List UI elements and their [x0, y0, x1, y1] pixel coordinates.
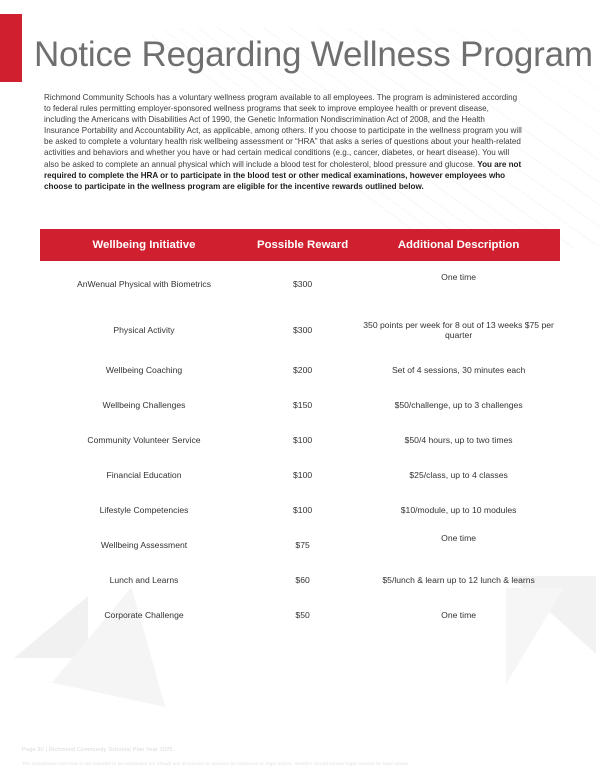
- page-footer: [22, 747, 578, 766]
- page-title: Notice Regarding Wellness Program: [34, 35, 593, 75]
- cell-initiative: Wellbeing Challenges: [102, 400, 186, 411]
- column-header-reward: Possible Reward: [248, 229, 357, 261]
- cell-description-text: One time: [441, 533, 477, 544]
- cell-description: $50/challenge, up to 3 challenges: [394, 400, 523, 411]
- rewards-table-header: [40, 229, 560, 261]
- table-row: [40, 261, 560, 307]
- table-row: [40, 388, 560, 423]
- cell-initiative: Community Volunteer Service: [87, 435, 201, 446]
- cell-reward: $100: [293, 470, 313, 481]
- intro-paragraph-bold-text: You are not required to complete the HRA or to participate in the blood test or other medical examinations, however employees who choose to participate in the wellness program are eligible for the incentive rewards outlined below.: [44, 159, 522, 191]
- cell-reward: $100: [293, 505, 313, 516]
- cell-initiative: Lifestyle Competencies: [99, 505, 189, 516]
- cell-reward: $300: [293, 278, 313, 289]
- cell-description: [357, 261, 560, 307]
- cell-reward: $50: [295, 610, 310, 621]
- intro-paragraph: [0, 86, 600, 192]
- table-row: [40, 598, 560, 633]
- cell-description: $25/class, up to 4 classes: [409, 470, 508, 481]
- table-row: [40, 563, 560, 598]
- cell-description: $50/4 hours, up to two times: [404, 435, 513, 446]
- table-row: [40, 528, 560, 563]
- cell-description: $10/module, up to 10 modules: [400, 505, 517, 516]
- cell-reward: $100: [293, 435, 313, 446]
- rewards-table: [40, 229, 560, 633]
- cell-reward: $75: [295, 540, 310, 551]
- cell-initiative: Wellbeing Assessment: [100, 540, 188, 551]
- cell-initiative: Physical Activity: [113, 324, 175, 335]
- table-row: [40, 307, 560, 353]
- table-row: [40, 458, 560, 493]
- cell-description: 350 points per week for 8 out of 13 weeks $75 per quarter: [363, 319, 554, 340]
- footer-disclaimer: The Compliance Overview is not intended to be exhaustive nor should any discussion or opinions be construed as legal advice. Readers should contact legal counsel for legal advice.: [22, 761, 410, 766]
- cell-reward: $150: [293, 400, 313, 411]
- footer-page-line: Page 30 | Richmond Community Schools| Plan Year 2025: [22, 747, 173, 753]
- column-header-description: Additional Description: [357, 229, 560, 261]
- cell-initiative: Wellbeing Coaching: [105, 365, 183, 376]
- table-row: [40, 423, 560, 458]
- table-header-row: [40, 229, 560, 261]
- cell-initiative: Financial Education: [106, 470, 182, 481]
- cell-description-text: One time: [441, 271, 477, 282]
- table-row: [40, 353, 560, 388]
- cell-initiative: AnWenual Physical with Biometrics: [76, 278, 212, 289]
- cell-description: One time: [441, 610, 477, 621]
- cell-initiative: Lunch and Learns: [109, 575, 179, 586]
- cell-description: Set of 4 sessions, 30 minutes each: [391, 365, 526, 376]
- cell-initiative: Corporate Challenge: [104, 610, 184, 621]
- red-accent-bar: [0, 14, 22, 82]
- column-header-initiative: Wellbeing Initiative: [40, 229, 248, 261]
- page-header: [0, 0, 600, 86]
- table-row: [40, 493, 560, 528]
- rewards-table-container: [40, 229, 560, 633]
- cell-reward: $300: [293, 324, 313, 335]
- cell-reward: $60: [295, 575, 310, 586]
- cell-description: $5/lunch & learn up to 12 lunch & learns: [382, 575, 535, 586]
- cell-reward: $200: [293, 365, 313, 376]
- rewards-table-body: [40, 261, 560, 633]
- cell-description: [357, 528, 560, 563]
- intro-paragraph-text: Richmond Community Schools has a voluntary wellness program available to all employees. The program is administered according to federal rules permitting employer-sponsored wellness programs that seek to improve employee health or prevent disease, including the Americans with Disabilities Act of 1990, the Genetic Information Nondiscrimination Act of 2008, and the Health Insurance Portability and Accountability Act, as applicable, among others. If you choose to participate in the wellness program you will be asked to complete a voluntary health risk wellbeing assessment or “HRA” that asks a series of questions about your health-related activities and behaviors and whether you have or had certain medical conditions (e.g., cancer, diabetes, or heart disease). You will also be asked to complete an annual physical which will include a blood test for cholesterol, blood pressure and glucose.: [44, 93, 522, 169]
